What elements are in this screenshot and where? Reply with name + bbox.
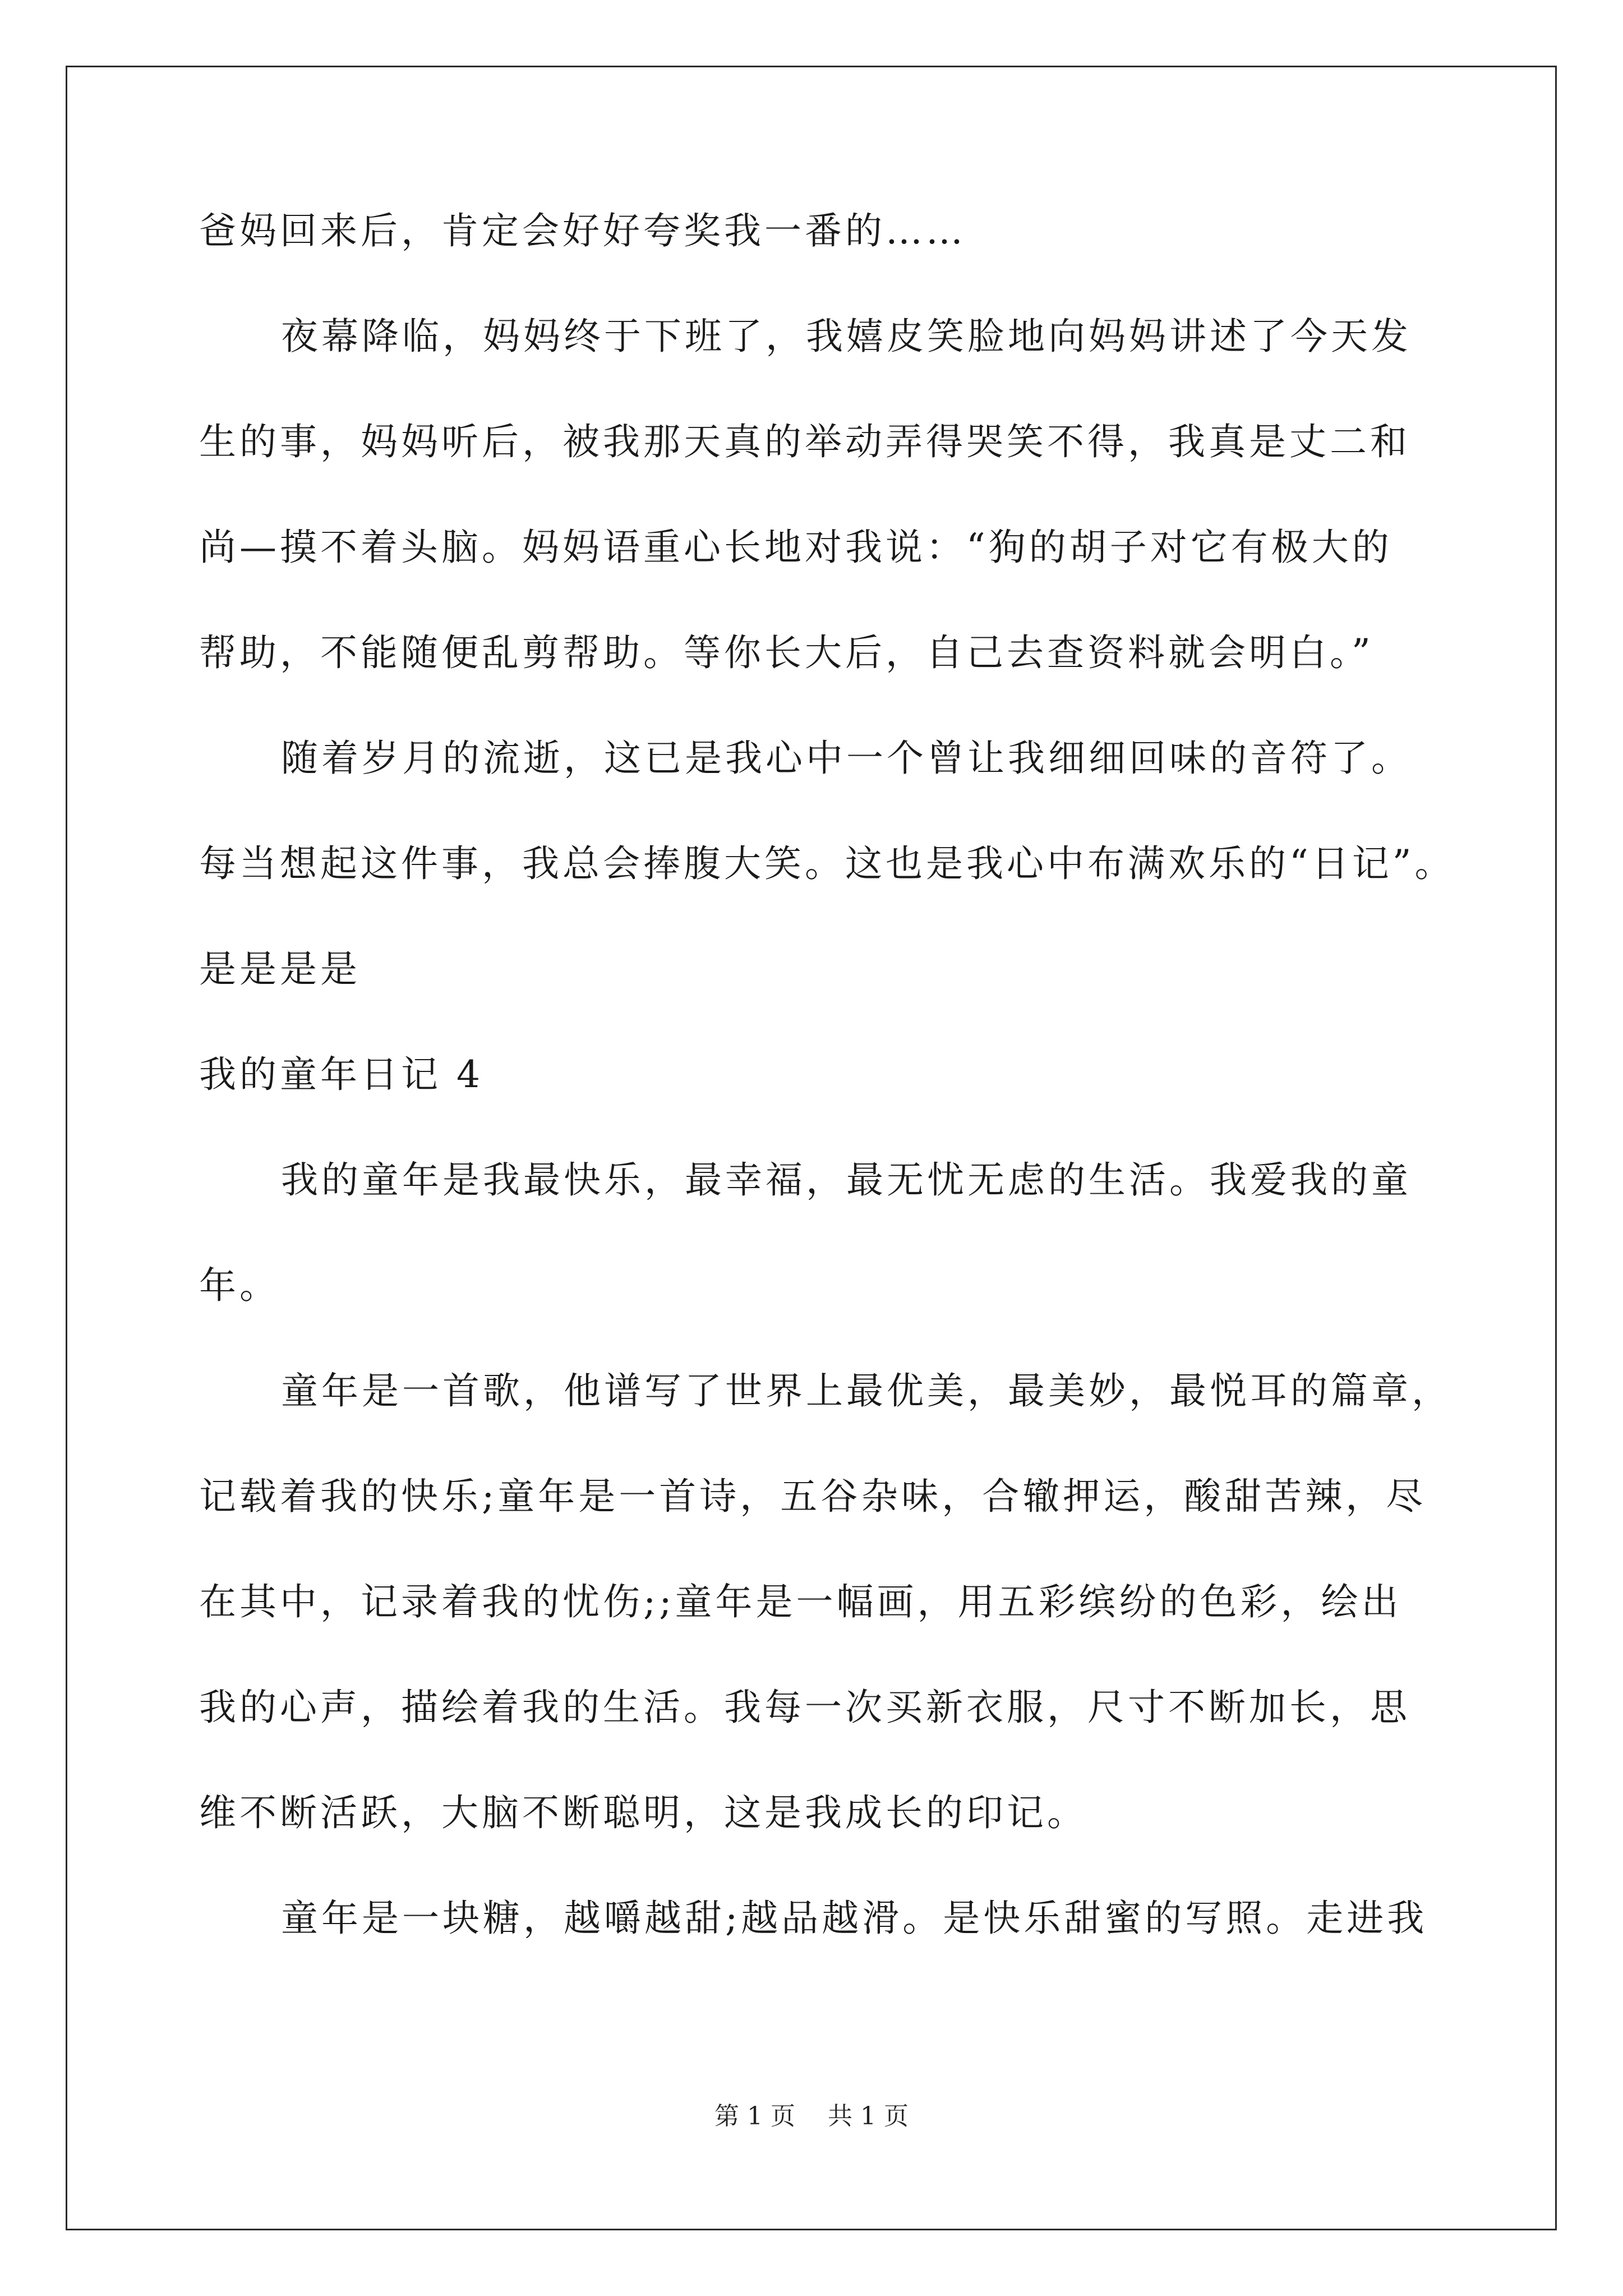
text-line: 童年是一首歌，他谱写了世界上最优美，最美妙，最悦耳的篇章， — [281, 1369, 1452, 1412]
page-total: 共 1 页 — [828, 2102, 909, 2131]
text-line: 在其中，记录着我的忧伤;;童年是一幅画，用五彩缤纷的色彩，绘出 — [199, 1580, 1402, 1623]
text-line: 爸妈回来后，肯定会好好夸奖我一番的…… — [199, 209, 966, 252]
text-line: 夜幕降临，妈妈终于下班了，我嬉皮笑脸地向妈妈讲述了今天发 — [281, 315, 1412, 358]
text-line: 尚—摸不着头脑。妈妈语重心长地对我说：“狗的胡子对它有极大的 — [199, 526, 1393, 569]
text-line: 维不断活跃，大脑不断聪明，这是我成长的印记。 — [199, 1791, 1087, 1834]
text-line: 童年是一块糖，越嚼越甜;越品越滑。是快乐甜蜜的写照。走进我 — [281, 1897, 1428, 1940]
text-line: 我的心声，描绘着我的生活。我每一次买新衣服，尺寸不断加长，思 — [199, 1686, 1410, 1729]
page-number: 第 1 页 — [714, 2102, 795, 2131]
text-line: 生的事，妈妈听后，被我那天真的举动弄得哭笑不得，我真是丈二和 — [199, 420, 1410, 463]
section-heading: 我的童年日记 4 — [199, 1053, 483, 1096]
text-line: 我的童年是我最快乐，最幸福，最无忧无虑的生活。我爱我的童 — [281, 1158, 1412, 1202]
text-line: 帮助，不能随便乱剪帮助。等你长大后，自己去查资料就会明白。” — [199, 631, 1374, 674]
text-line: 随着岁月的流逝，这已是我心中一个曾让我细细回味的音符了。 — [281, 737, 1412, 780]
text-line: 是是是是 — [199, 947, 361, 991]
text-line: 记载着我的快乐;童年是一首诗，五谷杂味，合辙押运，酸甜苦辣，尽 — [199, 1475, 1427, 1518]
page-footer — [0, 2101, 1623, 2132]
text-line: 每当想起这件事，我总会捧腹大笑。这也是我心中布满欢乐的“日记”。 — [199, 842, 1455, 885]
text-line: 年。 — [199, 1264, 280, 1307]
